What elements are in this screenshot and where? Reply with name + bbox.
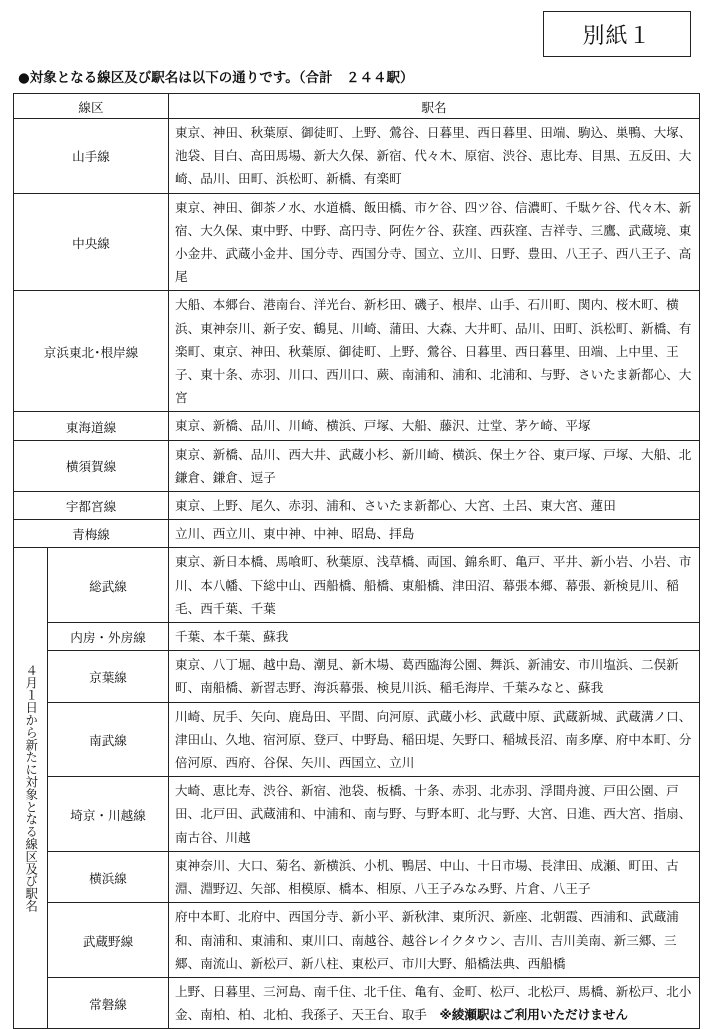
station-list: 川崎、尻手、矢向、鹿島田、平間、向河原、武蔵小杉、武蔵中原、武蔵新城、武蔵溝ノ口、津田山、久地、宿河原、登戸、中野島、稲田堤、矢野口、稲城長沼、南多摩、府中本町、分倍河原、西府、谷保、矢川、西国立、立川 — [169, 702, 700, 777]
heading: ●対象となる線区及び駅名は以下の通りです。（合計 ２４４駅） — [18, 70, 414, 86]
line-name: 京葉線 — [48, 651, 169, 702]
line-name: 横浜線 — [48, 851, 169, 902]
line-name: 宇都宮線 — [14, 492, 169, 520]
station-list: 上野、日暮里、三河島、南千住、北千住、亀有、金町、松戸、北松戸、馬橋、新松戸、北小金、南柏、柏、北柏、我孫子、天王台、取手 — [175, 983, 692, 1023]
line-name: 埼京・川越線 — [48, 777, 169, 852]
station-list: 大船、本郷台、港南台、洋光台、新杉田、磯子、根岸、山手、石川町、関内、桜木町、横浜、東神奈川、新子安、鶴見、川崎、蒲田、大森、大井町、品川、田町、浜松町、新橋、有楽町、東京、神田、秋葉原、御徒町、上野、鶯谷、日暮里、西日暮里、田端、上中里、王子、東十条、赤羽、川口、西川口、蕨、南浦和、浦和、北浦和、与野、さいたま新都心、大宮 — [169, 291, 700, 412]
ayase-note: ※綾瀬駅はご利用いただけません — [439, 1007, 629, 1023]
line-name: 横須賀線 — [14, 440, 169, 491]
table-row — [14, 412, 700, 440]
station-list: 東京、新日本橋、馬喰町、秋葉原、浅草橋、両国、錦糸町、亀戸、平井、新小岩、小岩、市川、本八幡、下総中山、西船橋、船橋、東船橋、津田沼、幕張本郷、幕張、新検見川、稲毛、西千葉、千葉 — [169, 548, 700, 623]
table-row — [14, 119, 700, 194]
line-name: 南武線 — [48, 702, 169, 777]
table-row — [14, 977, 700, 1028]
line-name: 中央線 — [14, 193, 169, 291]
table-row — [14, 777, 700, 852]
station-table — [13, 93, 700, 1029]
header-line: 線区 — [14, 94, 169, 119]
station-list: 東京、神田、御茶ノ水、水道橋、飯田橋、市ケ谷、四ツ谷、信濃町、千駄ケ谷、代々木、新宿、大久保、東中野、中野、高円寺、阿佐ケ谷、荻窪、西荻窪、吉祥寺、三鷹、武蔵境、東小金井、武蔵小金井、国分寺、西国分寺、国立、立川、日野、豊田、八王子、西八王子、高尾 — [169, 193, 700, 291]
line-name: 常磐線 — [48, 977, 169, 1028]
table-row — [14, 520, 700, 548]
table-header-row — [14, 94, 700, 119]
line-name: 山手線 — [14, 119, 169, 194]
table-row — [14, 702, 700, 777]
station-list: 東京、新橋、品川、西大井、武蔵小杉、新川崎、横浜、保土ケ谷、東戸塚、戸塚、大船、北鎌倉、鎌倉、逗子 — [169, 440, 700, 491]
table-row — [14, 623, 700, 651]
station-list: 東京、神田、秋葉原、御徒町、上野、鶯谷、日暮里、西日暮里、田端、駒込、巣鴨、大塚、池袋、目白、高田馬場、新大久保、新宿、代々木、原宿、渋谷、恵比寿、目黒、五反田、大崎、品川、田町、浜松町、新橋、有楽町 — [169, 119, 700, 194]
table-row — [14, 291, 700, 412]
table-row — [14, 548, 700, 623]
station-list: 東京、新橋、品川、川崎、横浜、戸塚、大船、藤沢、辻堂、茅ケ崎、平塚 — [169, 412, 700, 440]
station-list: 府中本町、北府中、西国分寺、新小平、新秋津、東所沢、新座、北朝霞、西浦和、武蔵浦和、南浦和、東浦和、東川口、南越谷、越谷レイクタウン、吉川、吉川美南、新三郷、三郷、南流山、新松戸、新八柱、東松戸、市川大野、船橋法典、西船橋 — [169, 903, 700, 978]
table-row — [14, 193, 700, 291]
line-name: 内房・外房線 — [48, 623, 169, 651]
station-list-with-note — [169, 977, 700, 1028]
table-row — [14, 651, 700, 702]
line-name: 京浜東北･根岸線 — [14, 291, 169, 412]
station-list: 東京、八丁堀、越中島、潮見、新木場、葛西臨海公園、舞浜、新浦安、市川塩浜、二俣新町、南船橋、新習志野、海浜幕張、検見川浜、稲毛海岸、千葉みなと、蘇我 — [169, 651, 700, 702]
station-list: 東神奈川、大口、菊名、新横浜、小机、鴨居、中山、十日市場、長津田、成瀬、町田、古淵、淵野辺、矢部、相模原、橋本、相原、八王子みなみ野、片倉、八王子 — [169, 851, 700, 902]
line-name: 東海道線 — [14, 412, 169, 440]
new-lines-group-label: ４月１日から新たに対象となる線区及び駅名 — [14, 548, 48, 1029]
station-list: 東京、上野、尾久、赤羽、浦和、さいたま新都心、大宮、土呂、東大宮、蓮田 — [169, 492, 700, 520]
table-row — [14, 903, 700, 978]
table-row — [14, 851, 700, 902]
station-list: 立川、西立川、東中神、中神、昭島、拝島 — [169, 520, 700, 548]
station-list: 千葉、本千葉、蘇我 — [169, 623, 700, 651]
line-name: 総武線 — [48, 548, 169, 623]
line-name: 武蔵野線 — [48, 903, 169, 978]
station-list: 大崎、恵比寿、渋谷、新宿、池袋、板橋、十条、赤羽、北赤羽、浮間舟渡、戸田公園、戸田、北戸田、武蔵浦和、中浦和、南与野、与野本町、北与野、大宮、日進、西大宮、指扇、南古谷、川越 — [169, 777, 700, 852]
table-row — [14, 492, 700, 520]
table-row — [14, 440, 700, 491]
header-stations: 駅名 — [169, 94, 700, 119]
line-name: 青梅線 — [14, 520, 169, 548]
attachment-badge: 別紙１ — [543, 11, 691, 57]
